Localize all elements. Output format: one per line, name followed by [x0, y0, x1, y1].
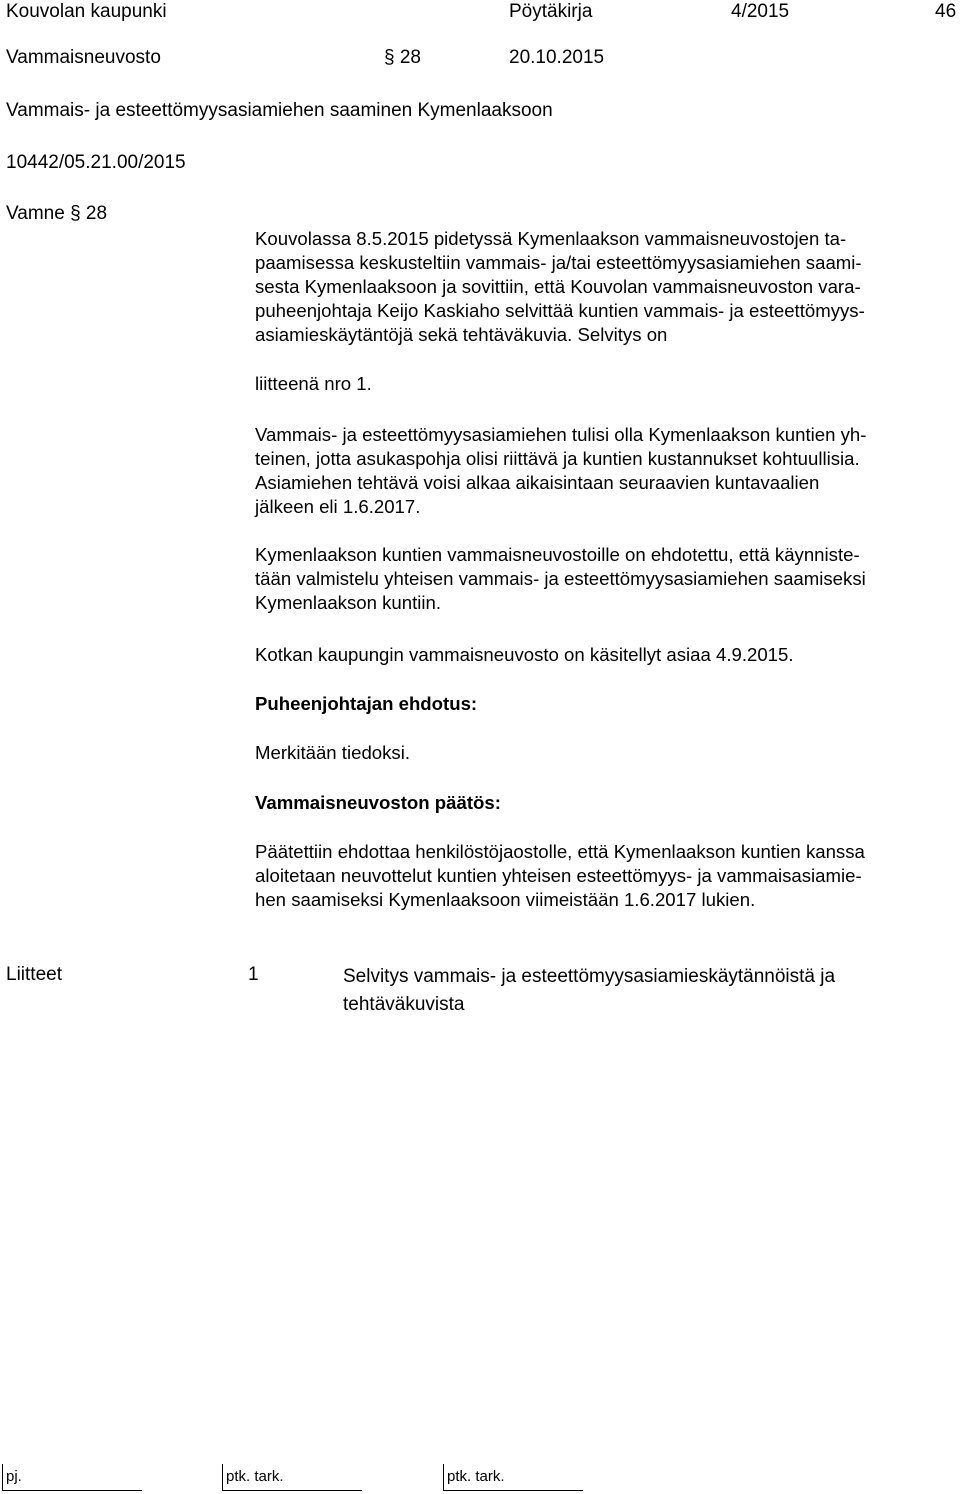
- footer-chairman-field: [2, 1464, 142, 1491]
- section-number: § 28: [384, 47, 421, 68]
- attachment-title-line: Selvitys vammais- ja esteettömyysasiamieskäytännöistä ja: [343, 966, 836, 987]
- paragraph-line: teinen, jotta asukaspohja olisi riittävä ja kuntien kustannukset kohtuullisia.: [255, 448, 860, 469]
- footer-label: ptk. tark.: [226, 1468, 284, 1485]
- attachment-title-line: tehtäväkuvista: [343, 994, 465, 1015]
- paragraph-line: Kymenlaakson kuntien vammaisneuvostoille on ehdotettu, että käynniste-: [255, 544, 860, 565]
- footer-examiner-field-2: [443, 1464, 583, 1491]
- proposal-heading: Puheenjohtajan ehdotus:: [255, 693, 478, 714]
- attachment-number: 1: [248, 964, 259, 985]
- item-reference: 10442/05.21.00/2015: [6, 152, 186, 173]
- paragraph-line: Vammais- ja esteettömyysasiamiehen tulisi olla Kymenlaakson kuntien yh-: [255, 424, 867, 445]
- paragraph-line: Asiamiehen tehtävä voisi alkaa aikaisintaan seuraavien kuntavaalien: [255, 472, 820, 493]
- paragraph-line: paamisessa keskusteltiin vammais- ja/tai esteettömyysasiamiehen saami-: [255, 252, 862, 273]
- paragraph-line: tään valmistelu yhteisen vammais- ja esteettömyysasiamiehen saamiseksi: [255, 568, 866, 589]
- meeting-date: 20.10.2015: [509, 47, 605, 68]
- footer-label: pj.: [6, 1468, 22, 1485]
- paragraph-line: Päätettiin ehdottaa henkilöstöjaostolle, että Kymenlaakson kuntien kanssa: [255, 841, 865, 862]
- decision-heading: Vammaisneuvoston päätös:: [255, 792, 501, 813]
- paragraph-3: [255, 543, 955, 615]
- attachment-title: [343, 963, 835, 1019]
- footer-examiner-field-1: [222, 1464, 362, 1491]
- document-type: Pöytäkirja: [509, 1, 593, 22]
- paragraph-line: sesta Kymenlaaksoon ja sovittiin, että Kouvolan vammaisneuvoston vara-: [255, 276, 861, 297]
- decision-text: [255, 840, 955, 912]
- paragraph-line: Kouvolassa 8.5.2015 pidetyssä Kymenlaakson vammaisneuvostojen ta-: [255, 228, 847, 249]
- paragraph-2: [255, 423, 955, 519]
- attachment-reference: liitteenä nro 1.: [255, 373, 372, 394]
- paragraph-line: asiamieskäytäntöjä sekä tehtäväkuvia. Selvitys on: [255, 324, 668, 345]
- footer-label: ptk. tark.: [447, 1468, 505, 1485]
- proposal-text: Merkitään tiedoksi.: [255, 742, 411, 763]
- paragraph-line: hen saamiseksi Kymenlaaksoon viimeistään 1.6.2017 lukien.: [255, 889, 756, 910]
- paragraph-4: Kotkan kaupungin vammaisneuvosto on käsitellyt asiaa 4.9.2015.: [255, 644, 794, 665]
- organization-name: Kouvolan kaupunki: [6, 1, 167, 22]
- paragraph-line: aloitetaan neuvottelut kuntien yhteisen esteettömyys- ja vammaisasiamie-: [255, 865, 862, 886]
- document-number: 4/2015: [731, 1, 790, 22]
- item-title: Vammais- ja esteettömyysasiamiehen saaminen Kymenlaaksoon: [6, 100, 553, 121]
- case-label: Vamne § 28: [6, 203, 108, 224]
- paragraph-1: [255, 227, 955, 347]
- attachments-label: Liitteet: [6, 964, 62, 985]
- body-name: Vammaisneuvosto: [6, 47, 161, 68]
- paragraph-line: jälkeen eli 1.6.2017.: [255, 496, 421, 517]
- paragraph-line: Kymenlaakson kuntiin.: [255, 592, 442, 613]
- page-number: 46: [935, 1, 957, 22]
- paragraph-line: puheenjohtaja Keijo Kaskiaho selvittää kuntien vammais- ja esteettömyys-: [255, 300, 865, 321]
